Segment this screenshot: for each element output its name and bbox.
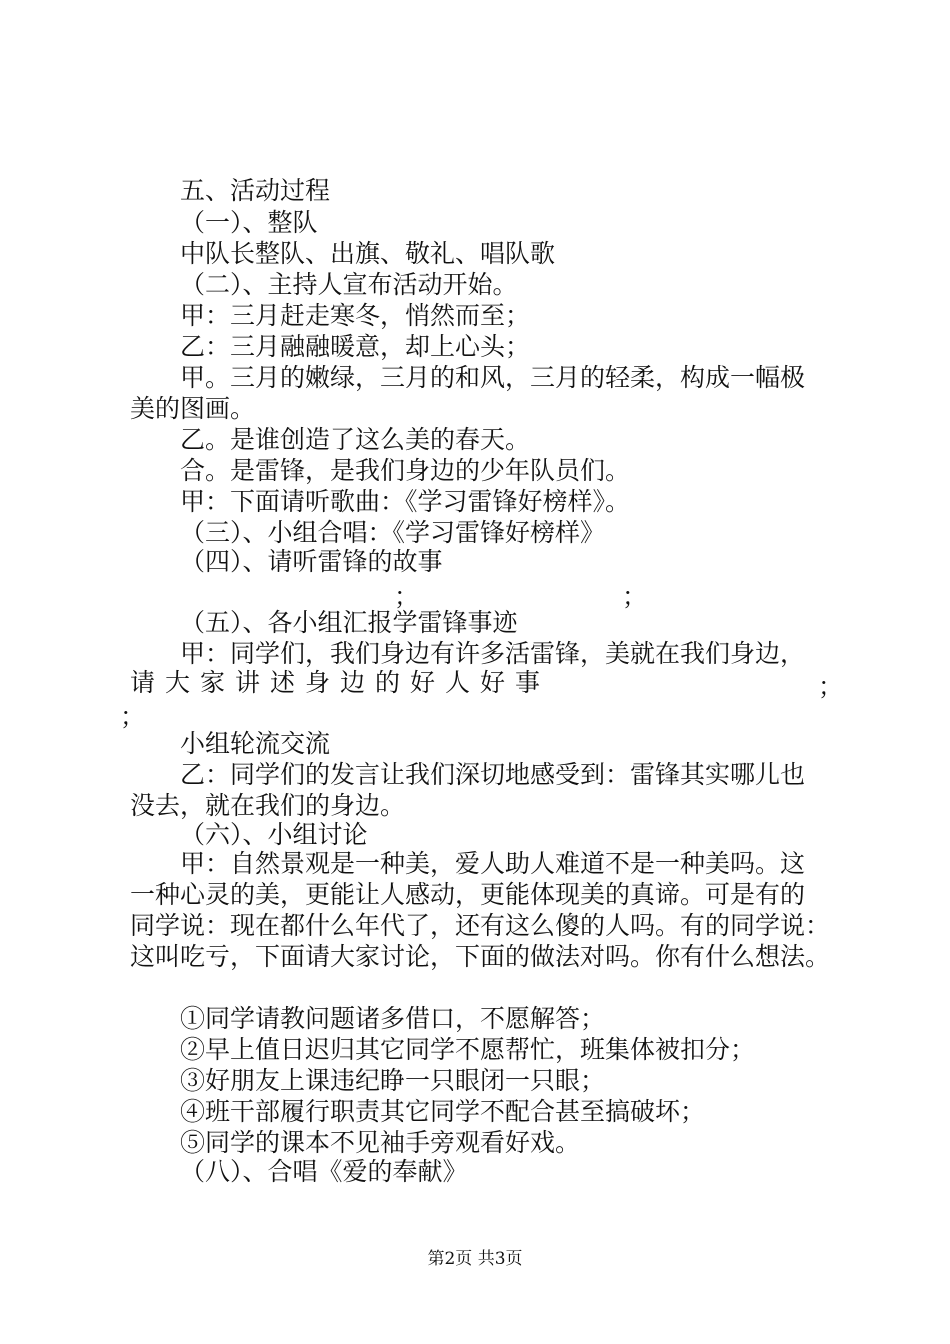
text-line: 甲：同学们，我们身边有许多活雷锋，美就在我们身边， <box>180 639 806 668</box>
text-line: 乙：同学们的发言让我们深切地感受到：雷锋其实哪儿也 <box>180 760 806 789</box>
text-line: 中队长整队、出旗、敬礼、唱队歌 <box>180 239 556 268</box>
section-heading: 五、活动过程 <box>180 176 331 205</box>
semicolon: ； <box>394 582 420 611</box>
text-line: 美的图画。 <box>130 394 256 423</box>
text-line: 小组轮流交流 <box>180 729 331 758</box>
text-line: （五）、各小组汇报学雷锋事迹 <box>180 608 518 637</box>
list-item: ②早上值日迟归其它同学不愿帮忙，班集体被扣分； <box>180 1035 756 1064</box>
text-line: 同学说：现在都什么年代了，还有这么傻的人吗。有的同学说： <box>130 911 831 940</box>
text-line: 请大家讲述身边的好人好事 <box>130 668 551 697</box>
semicolon: ； <box>622 582 648 611</box>
text-line: 乙。是谁创造了这么美的春天。 <box>180 425 531 454</box>
text-line: 这叫吃亏，下面请大家讨论，下面的做法对吗。你有什么想法。 <box>130 942 831 971</box>
text-line: 没去，就在我们的身边。 <box>130 791 406 820</box>
text-line: （二）、主持人宣布活动开始。 <box>180 270 518 299</box>
semicolon: ； <box>818 672 844 701</box>
text-line: 甲：下面请听歌曲：《学习雷锋好榜样》。 <box>180 487 631 516</box>
text-line: 乙：三月融融暖意，却上心头； <box>180 332 531 361</box>
text-line: （一）、整队 <box>180 208 318 237</box>
text-line: （四）、请听雷锋的故事 <box>180 547 443 576</box>
semicolon: ； <box>120 702 146 731</box>
text-line: 甲。三月的嫩绿，三月的和风，三月的轻柔，构成一幅极 <box>180 363 806 392</box>
text-line: 甲：三月赶走寒冬，悄然而至； <box>180 301 531 330</box>
list-item: ①同学请教问题诸多借口，不愿解答； <box>180 1004 606 1033</box>
list-item: ④班干部履行职责其它同学不配合甚至搞破坏； <box>180 1097 706 1126</box>
text-line: 合。是雷锋，是我们身边的少年队员们。 <box>180 456 631 485</box>
list-item: ⑤同学的课本不见袖手旁观看好戏。 <box>180 1128 581 1157</box>
page-footer: 第2页 共3页 <box>427 1249 523 1269</box>
text-line: （六）、小组讨论 <box>180 820 368 849</box>
text-line: 甲：自然景观是一种美，爱人助人难道不是一种美吗。这 <box>180 849 806 878</box>
text-line: （三）、小组合唱：《学习雷锋好榜样》 <box>180 518 606 547</box>
text-line: 一种心灵的美，更能让人感动，更能体现美的真谛。可是有的 <box>130 880 806 909</box>
list-item: ③好朋友上课违纪睁一只眼闭一只眼； <box>180 1066 606 1095</box>
text-line: （八）、合唱《爱的奉献》 <box>180 1157 468 1186</box>
